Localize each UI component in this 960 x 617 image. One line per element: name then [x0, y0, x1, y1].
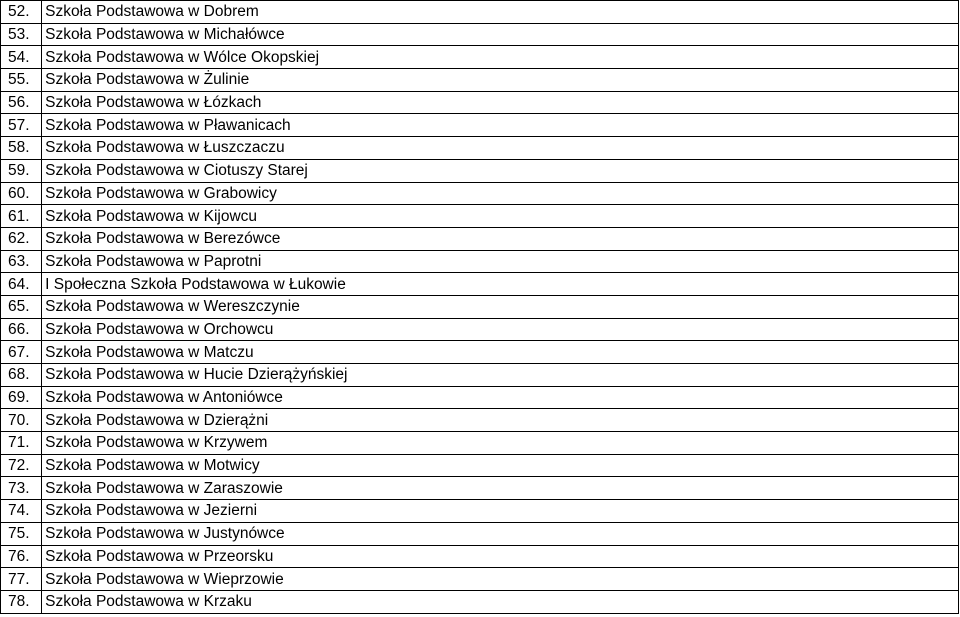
row-number: 56.	[1, 91, 42, 114]
school-name: Szkoła Podstawowa w Justynówce	[42, 522, 959, 545]
school-name: Szkoła Podstawowa w Paprotni	[42, 250, 959, 273]
school-name: Szkoła Podstawowa w Ciotuszy Starej	[42, 159, 959, 182]
school-name: Szkoła Podstawowa w Dzierążni	[42, 409, 959, 432]
row-number: 55.	[1, 69, 42, 92]
school-name: Szkoła Podstawowa w Matczu	[42, 341, 959, 364]
table-row	[1, 182, 959, 205]
table-row	[1, 477, 959, 500]
table-row	[1, 409, 959, 432]
table-row	[1, 341, 959, 364]
school-name: Szkoła Podstawowa w Wólce Okopskiej	[42, 46, 959, 69]
table-row	[1, 454, 959, 477]
school-name: Szkoła Podstawowa w Berezówce	[42, 227, 959, 250]
table-row	[1, 137, 959, 160]
school-name: Szkoła Podstawowa w Michałówce	[42, 23, 959, 46]
row-number: 78.	[1, 590, 42, 613]
school-name: Szkoła Podstawowa w Żulinie	[42, 69, 959, 92]
row-number: 70.	[1, 409, 42, 432]
row-number: 73.	[1, 477, 42, 500]
row-number: 59.	[1, 159, 42, 182]
row-number: 61.	[1, 205, 42, 228]
table-row	[1, 568, 959, 591]
row-number: 53.	[1, 23, 42, 46]
school-name: Szkoła Podstawowa w Jezierni	[42, 500, 959, 523]
row-number: 58.	[1, 137, 42, 160]
school-name: Szkoła Podstawowa w Hucie Dzierążyńskiej	[42, 364, 959, 387]
table-row	[1, 364, 959, 387]
school-name: Szkoła Podstawowa w Grabowicy	[42, 182, 959, 205]
row-number: 60.	[1, 182, 42, 205]
school-name: Szkoła Podstawowa w Kijowcu	[42, 205, 959, 228]
table-row	[1, 545, 959, 568]
table-row	[1, 159, 959, 182]
row-number: 68.	[1, 364, 42, 387]
table-row	[1, 91, 959, 114]
table-row	[1, 227, 959, 250]
row-number: 66.	[1, 318, 42, 341]
row-number: 57.	[1, 114, 42, 137]
school-name: Szkoła Podstawowa w Krzaku	[42, 590, 959, 613]
school-name: Szkoła Podstawowa w Wieprzowie	[42, 568, 959, 591]
table-row	[1, 590, 959, 613]
row-number: 64.	[1, 273, 42, 296]
table-row	[1, 250, 959, 273]
row-number: 65.	[1, 295, 42, 318]
row-number: 75.	[1, 522, 42, 545]
table-row	[1, 295, 959, 318]
row-number: 63.	[1, 250, 42, 273]
school-list-body	[1, 1, 959, 614]
school-name: I Społeczna Szkoła Podstawowa w Łukowie	[42, 273, 959, 296]
table-row	[1, 114, 959, 137]
table-row	[1, 386, 959, 409]
row-number: 62.	[1, 227, 42, 250]
table-row	[1, 522, 959, 545]
school-name: Szkoła Podstawowa w Przeorsku	[42, 545, 959, 568]
table-row	[1, 46, 959, 69]
table-row	[1, 318, 959, 341]
row-number: 77.	[1, 568, 42, 591]
school-name: Szkoła Podstawowa w Krzywem	[42, 432, 959, 455]
row-number: 69.	[1, 386, 42, 409]
school-name: Szkoła Podstawowa w Orchowcu	[42, 318, 959, 341]
school-name: Szkoła Podstawowa w Zaraszowie	[42, 477, 959, 500]
school-name: Szkoła Podstawowa w Pławanicach	[42, 114, 959, 137]
row-number: 72.	[1, 454, 42, 477]
school-name: Szkoła Podstawowa w Dobrem	[42, 1, 959, 24]
school-name: Szkoła Podstawowa w Łuszczaczu	[42, 137, 959, 160]
row-number: 76.	[1, 545, 42, 568]
row-number: 67.	[1, 341, 42, 364]
table-row	[1, 23, 959, 46]
table-row	[1, 500, 959, 523]
table-row	[1, 69, 959, 92]
school-name: Szkoła Podstawowa w Antoniówce	[42, 386, 959, 409]
table-row	[1, 1, 959, 24]
row-number: 74.	[1, 500, 42, 523]
row-number: 71.	[1, 432, 42, 455]
row-number: 52.	[1, 1, 42, 24]
row-number: 54.	[1, 46, 42, 69]
table-row	[1, 205, 959, 228]
school-name: Szkoła Podstawowa w Łózkach	[42, 91, 959, 114]
school-name: Szkoła Podstawowa w Wereszczynie	[42, 295, 959, 318]
school-name: Szkoła Podstawowa w Motwicy	[42, 454, 959, 477]
table-row	[1, 273, 959, 296]
table-row	[1, 432, 959, 455]
